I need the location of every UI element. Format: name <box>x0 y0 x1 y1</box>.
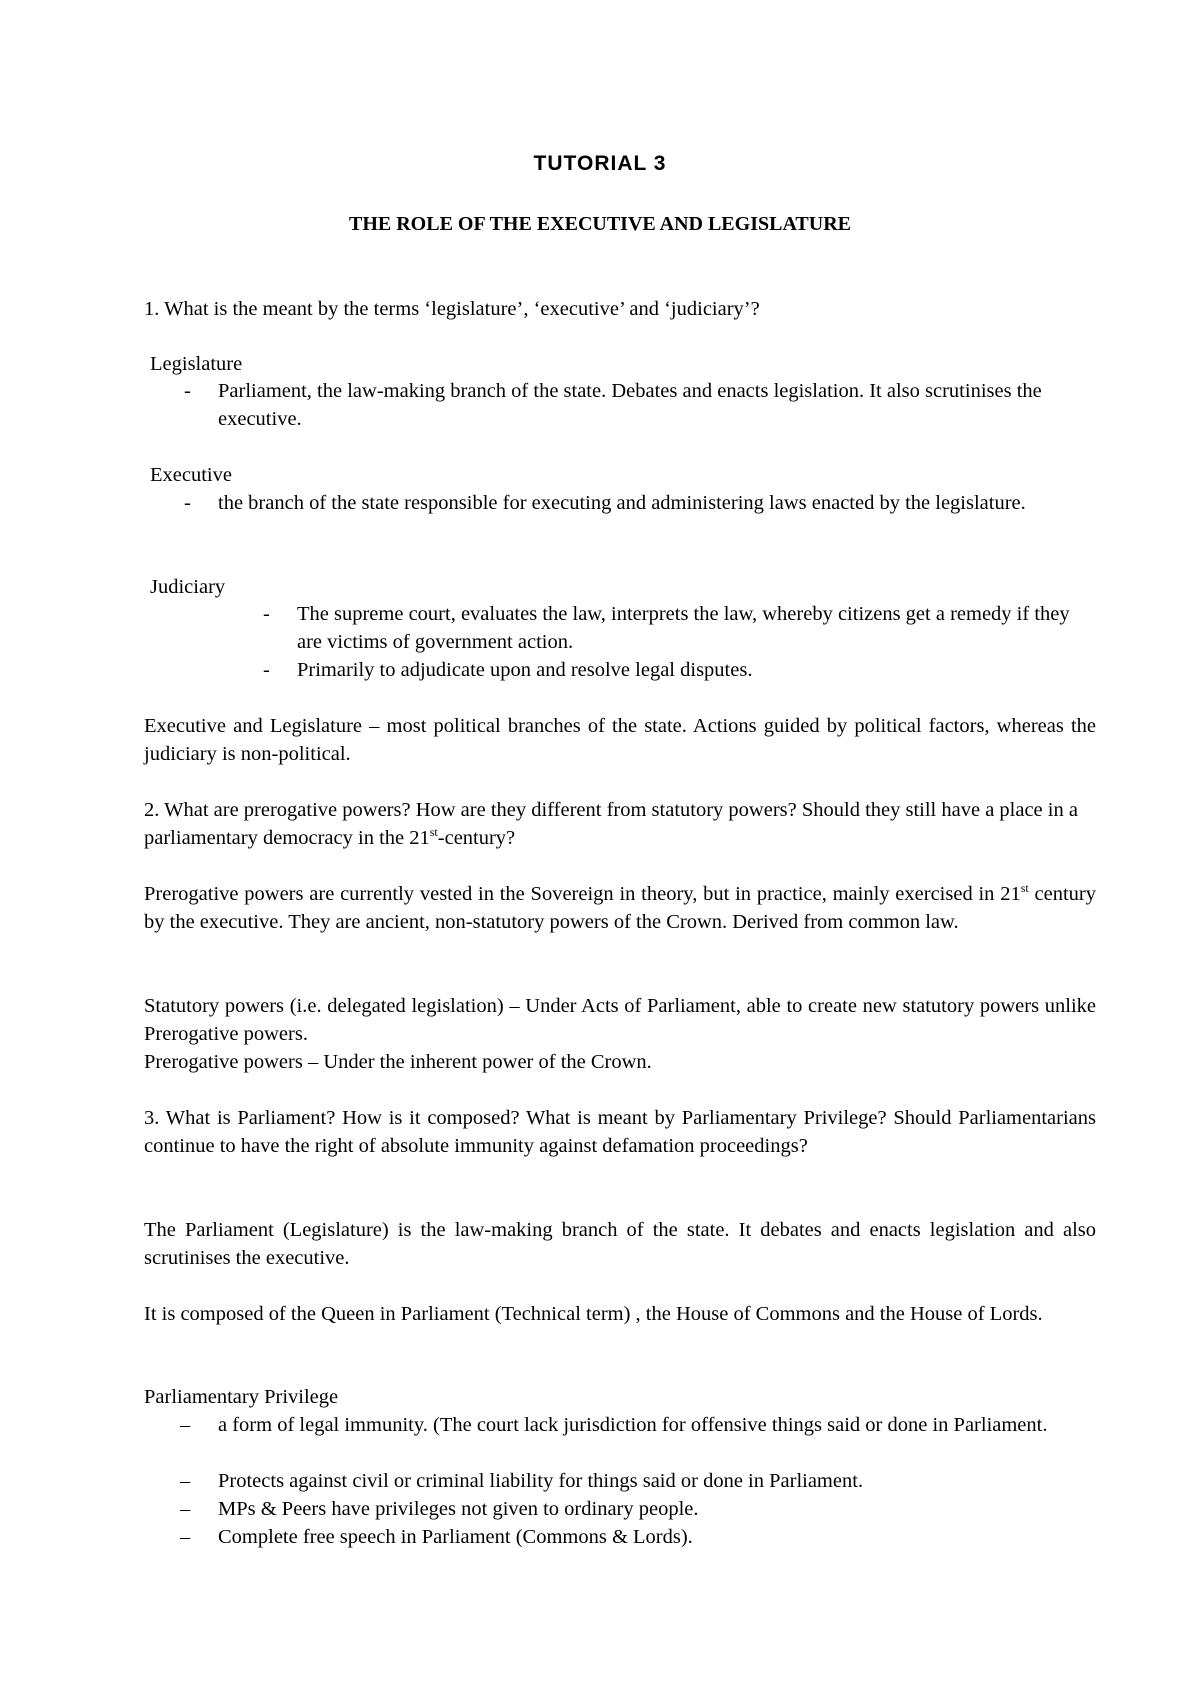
bullet-text: The supreme court, evaluates the law, interprets the law, whereby citizens get a remedy if they are victims of government action. <box>297 603 1070 653</box>
executive-bullet <box>184 489 1034 517</box>
bullet-text: Protects against civil or criminal liability for things said or done in Parliament. <box>218 1470 864 1492</box>
bullet-dash: - <box>184 492 191 514</box>
bullet-dash: - <box>263 659 270 681</box>
bullet-text: the branch of the state responsible for executing and administering laws enacted by the legislature. <box>218 492 1026 514</box>
bullet-dash: – <box>180 1414 191 1436</box>
privilege-bullet <box>180 1495 1056 1523</box>
privilege-bullet <box>180 1467 1056 1495</box>
judiciary-label: Judiciary <box>150 576 226 598</box>
bullet-dash: – <box>180 1470 191 1492</box>
legislature-bullet <box>184 377 1084 433</box>
q1-summary: Executive and Legislature – most political branches of the state. Actions guided by political factors, whereas the judiciary is non-political. <box>144 715 1096 765</box>
bullet-dash: - <box>263 603 270 625</box>
bullet-text: MPs & Peers have privileges not given to ordinary people. <box>218 1498 699 1520</box>
judiciary-bullet <box>263 656 1071 684</box>
page-subtitle: THE ROLE OF THE EXECUTIVE AND LEGISLATURE <box>349 213 851 235</box>
bullet-text: a form of legal immunity. (The court lack jurisdiction for offensive things said or done in Parliament. <box>218 1414 1048 1436</box>
bullet-dash: – <box>180 1498 191 1520</box>
legislature-label: Legislature <box>150 353 243 375</box>
page-title: TUTORIAL 3 <box>533 152 667 175</box>
q3-answer-composition: It is composed of the Queen in Parliament (Technical term) , the House of Commons and the House of Lords. <box>144 1303 1043 1325</box>
q2-answer-statutory: Statutory powers (i.e. delegated legislation) – Under Acts of Parliament, able to create new statutory powers unlike Prerogative powers. <box>144 995 1096 1045</box>
judiciary-bullet <box>263 600 1071 656</box>
question-1: 1. What is the meant by the terms ‘legislature’, ‘executive’ and ‘judiciary’? <box>144 298 760 320</box>
bullet-text: Parliament, the law-making branch of the state. Debates and enacts legislation. It also scrutinises the executive. <box>218 380 1042 430</box>
executive-label: Executive <box>150 464 232 486</box>
q2-answer-prerogative: Prerogative powers are currently vested in the Sovereign in theory, but in practice, mainly exercised in 21st century by the executive. They are ancient, non-statutory powers of the Crown. Derived from common law. <box>144 881 1096 933</box>
q2-answer-inherent: Prerogative powers – Under the inherent power of the Crown. <box>144 1051 652 1073</box>
bullet-dash: – <box>180 1526 191 1548</box>
privilege-bullet <box>180 1523 1056 1551</box>
privilege-bullet <box>180 1411 1056 1439</box>
bullet-text: Complete free speech in Parliament (Commons & Lords). <box>218 1526 693 1548</box>
bullet-text: Primarily to adjudicate upon and resolve legal disputes. <box>297 659 753 681</box>
bullet-dash: - <box>184 380 191 402</box>
privilege-label: Parliamentary Privilege <box>144 1386 339 1408</box>
question-3: 3. What is Parliament? How is it composed? What is meant by Parliamentary Privilege? Should Parliamentarians continue to have the right of absolute immunity against defamation proceedings? <box>144 1107 1096 1157</box>
question-2: 2. What are prerogative powers? How are they different from statutory powers? Should they still have a place in a parliamentary democracy in the 21st-century? <box>144 799 1078 849</box>
q3-answer-parliament: The Parliament (Legislature) is the law-making branch of the state. It debates and enacts legislation and also scrutinises the executive. <box>144 1219 1096 1269</box>
